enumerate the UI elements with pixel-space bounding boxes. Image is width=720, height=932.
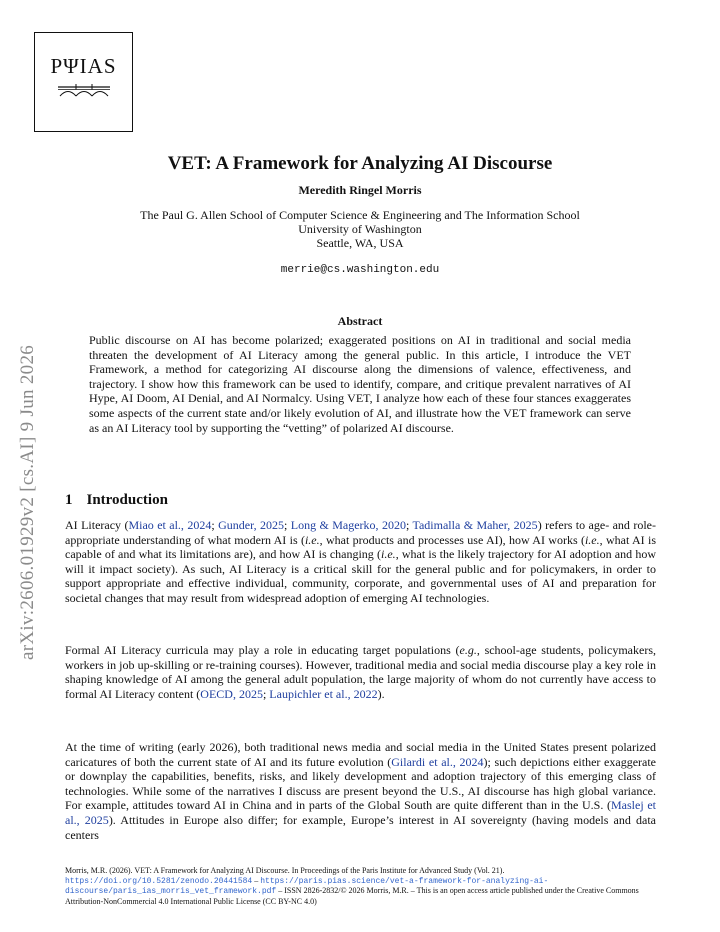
abstract-text: Public discourse on AI has become polarized; exaggerated positions on AI in traditional and social media threaten the development of AI Literacy among the general public. In this article, I introduce the VET Framework, a method for categorizing AI discourse along the dimensions of valence, effectiveness, and trajectory. I show how this framework can be used to identify, compare, and critique prevalent narratives of AI Hype, AI Doom, AI Denial, and AI Normalcy. Using VET, I analyze how each of these four stances exaggerates some aspects of the current state and/or likely evolution of AI, and illustrate how the VET framework can serve as an AI Literacy tool by supporting the “vetting” of polarized AI discourse. (89, 333, 631, 435)
citation-link[interactable]: Gunder, 2025 (218, 518, 284, 532)
citation-link[interactable]: Gilardi et al., 2024 (391, 754, 484, 769)
text-run: ); such depictions either exaggerate or downplay the capabilities, benefits, risks, and likely development and adoption trajectory of this emerging class of technologies. While some of the narratives I discuss are present beyond the U.S., AI discourse has high global variance. For example, attitudes toward AI in China and in parts of the Global South are quite different than in the U.S. ( (65, 754, 657, 813)
pias-logo (34, 32, 133, 132)
paragraph (65, 518, 656, 606)
text-run: e.g. (459, 643, 477, 657)
section-heading (65, 492, 168, 509)
text-run: ; (262, 686, 270, 701)
citation-link[interactable]: Tadimalla & Maher, 2025 (412, 518, 538, 532)
citation-link[interactable]: Laupichler et al., 2022 (269, 686, 378, 701)
text-run: , what products and processes use AI), how AI works ( (319, 532, 585, 547)
citation-link[interactable]: OECD, 2025 (200, 686, 263, 701)
text-run: , what is the likely trajectory for AI adoption and how will it impact society). As such, AI Literacy is a critical skill for the general public and for policymakers, in order to support appropriate and effective individual, community, corporate, and governmental uses of AI and preparation for societal changes that may result from widespread adoption of emerging AI technologies. (65, 547, 656, 605)
citation-link[interactable]: Miao et al., 2024 (128, 518, 212, 532)
affiliation-line: The Paul G. Allen School of Computer Science & Engineering and The Information School (140, 208, 580, 222)
abstract-heading: Abstract (337, 314, 383, 328)
text-run: Morris, M.R. (2026). VET: A Framework for Analyzing AI Discourse. In Proceedings of the Paris Institute for Advanced Study (Vol. 21). (65, 866, 505, 875)
text-run: ). Attitudes in Europe also differ; for example, Europe’s interest in AI sovereignty (having models and data centers (65, 812, 657, 842)
affiliation-line: Seattle, WA, USA (316, 236, 404, 250)
author-email[interactable]: merrie@cs.washington.edu (280, 264, 440, 276)
affiliation (0, 208, 720, 250)
arxiv-identifier: arXiv:2606.01929v2 [cs.AI] 9 Jun 2026 (17, 344, 38, 660)
footer-citation (65, 866, 656, 906)
text-run: i.e. (304, 532, 320, 547)
section-number: 1 (65, 492, 73, 508)
text-run: – (252, 875, 261, 885)
text-run: ; (284, 518, 291, 532)
text-run: – ISSN 2826-2832/© 2026 Morris, M.R. – This is an open access article published under the Creative Commons Attribution-NonCommercial 4.0 International Public License (CC BY-NC 4.0) (65, 886, 639, 906)
text-run: i.e. (381, 547, 396, 562)
text-run: ) refers to age- and role-appropriate understanding of what modern AI is ( (65, 518, 656, 547)
text-run: At the time of writing (early 2026), both traditional news media and social media in the United States present polarized caricatures of both the current state of AI and its future evolution ( (65, 740, 656, 769)
citation-link[interactable]: Maslej et al., 2025 (65, 798, 656, 827)
text-run: i.e. (584, 532, 600, 547)
text-run: ; (405, 518, 413, 532)
pdf-link[interactable]: https://paris.pias.science/vet-a-framework-for-analyzing-ai-discourse/paris_ias_morris_vet_framework.pdf (65, 876, 549, 896)
paper-title: VET: A Framework for Analyzing AI Discourse (167, 153, 553, 174)
logo-text: PΨIAS (50, 54, 117, 78)
author-name: Meredith Ringel Morris (298, 183, 422, 197)
text-run: ; (211, 518, 219, 532)
text-run: , what AI is capable of and what its limitations are), and how AI is changing ( (65, 532, 656, 562)
section-title: Introduction (86, 492, 168, 508)
paragraph (65, 740, 656, 842)
bridge-icon (56, 83, 112, 97)
paragraph (65, 643, 656, 701)
text-run: ). (377, 686, 385, 701)
affiliation-line: University of Washington (298, 222, 422, 236)
text-run: Formal AI Literacy curricula may play a role in educating target populations ( (65, 643, 460, 657)
doi-link[interactable]: https://doi.org/10.5281/zenodo.20441584 (65, 876, 253, 886)
text-run: , school-age students, policymakers, workers in job up-skilling or re-training courses). However, traditional media and social media discourse play a key role in shaping knowledge of AI among the general adult population, the large majority of whom do not currently have access to formal AI Literacy content ( (65, 643, 656, 701)
citation-link[interactable]: Long & Magerko, 2020 (290, 518, 406, 532)
text-run: AI Literacy ( (65, 518, 129, 532)
